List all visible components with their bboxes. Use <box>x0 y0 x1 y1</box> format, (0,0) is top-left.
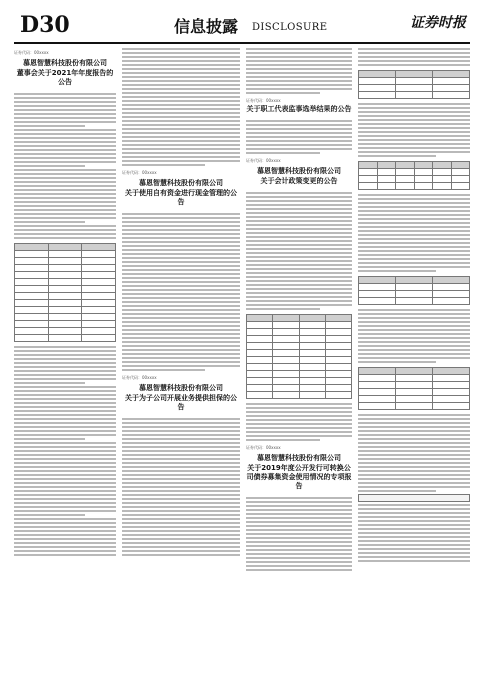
section-title-en: DISCLOSURE <box>252 22 328 33</box>
data-table <box>358 161 470 190</box>
masthead-rule <box>14 42 470 44</box>
notice-code: 证券代码：00xxxx <box>122 170 157 175</box>
column-3 <box>246 46 352 692</box>
notice-title: 关于会计政策变更的公告 <box>260 177 338 185</box>
data-table <box>358 276 470 305</box>
column-2 <box>122 46 240 692</box>
notice-title: 关于为子公司开展业务提供担保的公告 <box>125 394 237 411</box>
notice-block <box>122 170 240 207</box>
masthead <box>14 10 470 44</box>
notice-code: 证券代码：00xxxx <box>246 158 281 163</box>
notice-title: 关于职工代表监事选举结果的公告 <box>246 105 352 113</box>
notice-code: 证券代码：00xxxx <box>246 445 281 450</box>
notice-title: 关于使用自有资金进行现金管理的公告 <box>125 189 237 206</box>
data-table <box>14 243 116 342</box>
notice-title: 关于2019年度公开发行可转换公司债券募集资金使用情况的专项报告 <box>246 464 352 490</box>
data-table <box>358 367 470 410</box>
data-table <box>246 314 352 399</box>
notice-block <box>122 375 240 412</box>
notice-block <box>246 158 352 186</box>
notice-company: 慕恩智慧科技股份有限公司 <box>23 59 107 67</box>
notice-code: 证券代码：00xxxx <box>122 375 157 380</box>
table-caption-bar <box>358 494 470 502</box>
notice-code: 证券代码：00xxxx <box>246 98 281 103</box>
notice-block <box>246 98 352 114</box>
newspaper-logo: 证券时报 <box>410 15 466 31</box>
column-4 <box>358 46 470 692</box>
notice-block <box>246 445 352 491</box>
section-title: 信息披露 <box>174 17 239 36</box>
notice-company: 慕恩智慧科技股份有限公司 <box>257 167 341 175</box>
page-number: D30 <box>20 12 70 38</box>
data-table <box>358 70 470 99</box>
notice-company: 慕恩智慧科技股份有限公司 <box>139 179 223 187</box>
notice-code: 证券代码：00xxxx <box>14 50 49 55</box>
notice-company: 慕恩智慧科技股份有限公司 <box>139 384 223 392</box>
notice-block <box>14 50 116 87</box>
notice-company: 慕恩智慧科技股份有限公司 <box>257 454 341 462</box>
column-1 <box>14 46 116 692</box>
notice-title: 董事会关于2021年年度报告的公告 <box>16 69 114 86</box>
